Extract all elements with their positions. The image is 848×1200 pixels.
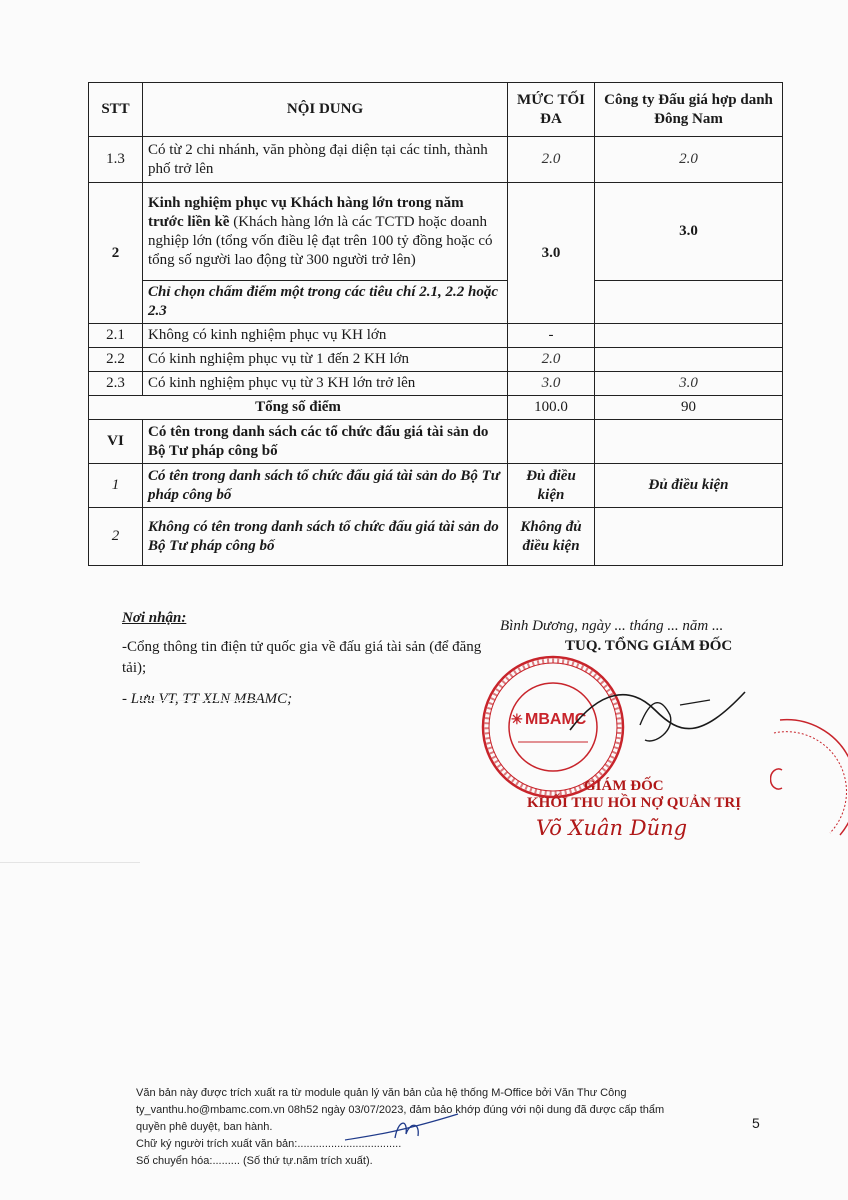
row-content: Không có tên trong danh sách tổ chức đấu giá tài sản do Bộ Tư pháp công bố: [143, 508, 508, 566]
row-company: 2.0: [595, 137, 783, 183]
recipients-block: [122, 608, 502, 720]
svg-text:✳: ✳: [511, 711, 523, 727]
section-company-empty: [595, 420, 783, 464]
table-row: [89, 348, 783, 372]
row-stt: 2.2: [89, 348, 143, 372]
row-company: 3.0: [595, 372, 783, 396]
row-content: Có tên trong danh sách tổ chức đấu giá tài sản do Bộ Tư pháp công bố: [143, 464, 508, 508]
row-company: Đủ điều kiện: [595, 464, 783, 508]
row-content: Có từ 2 chi nhánh, văn phòng đại diện tại các tỉnh, thành phố trở lên: [143, 137, 508, 183]
row-content: Không có kinh nghiệm phục vụ KH lớn: [143, 324, 508, 348]
scoring-table: [88, 82, 783, 566]
footer-line: ty_vanthu.ho@mbamc.com.vn 08h52 ngày 03/07/2023, đảm bảo khớp đúng với nội dung đã được cấp thẩm: [136, 1104, 665, 1116]
faint-rule: [0, 862, 140, 863]
table-row: [89, 508, 783, 566]
header-company: Công ty Đấu giá hợp danh Đông Nam: [595, 83, 783, 137]
row-content-bold: Kinh nghiệm phục vụ Khách hàng lớn trong năm trước liền kề: [148, 194, 464, 230]
row-stt: 2: [89, 183, 143, 324]
footer-line: Văn bản này được trích xuất ra từ module quản lý văn bản của hệ thống M-Office bởi Văn Thư Công: [136, 1087, 627, 1099]
footer-line: Số chuyển hóa:......... (Số thứ tự.năm trích xuất).: [136, 1155, 373, 1167]
row-company: 3.0: [595, 183, 783, 281]
row-max: 3.0: [508, 183, 595, 324]
handwritten-signature-icon: [560, 670, 750, 760]
row-max: -: [508, 324, 595, 348]
row-content: [143, 183, 508, 281]
footer-line: Chữ ký người trích xuất văn bản:..................................: [136, 1138, 402, 1150]
header-stt: STT: [89, 83, 143, 137]
row-stt: 2: [89, 508, 143, 566]
table-row: [89, 464, 783, 508]
table-row: [89, 137, 783, 183]
extractor-signature-icon: [340, 1108, 460, 1148]
row-content: Có kinh nghiệm phục vụ từ 1 đến 2 KH lớn: [143, 348, 508, 372]
page-number: 5: [752, 1115, 760, 1131]
place-date: Bình Dương, ngày ... tháng ... năm ...: [500, 618, 724, 634]
row-max: 3.0: [508, 372, 595, 396]
total-max: 100.0: [508, 396, 595, 420]
section-row: [89, 420, 783, 464]
recipient-line: - Lưu VT, TT XLN MBAMC;: [122, 691, 293, 707]
total-label: Tổng số điểm: [89, 396, 508, 420]
row-stt: 2.1: [89, 324, 143, 348]
header-max: MỨC TỐI ĐA: [508, 83, 595, 137]
row-max: Không đủ điều kiện: [508, 508, 595, 566]
table-row: [89, 324, 783, 348]
signer-role: GIÁM ĐỐC: [584, 778, 664, 794]
stamp-label: MBAMC: [525, 711, 587, 728]
row-stt: 2.3: [89, 372, 143, 396]
row-stt: 1: [89, 464, 143, 508]
footer-line: quyền phê duyệt, ban hành.: [136, 1121, 273, 1133]
table-row: [89, 372, 783, 396]
row-stt: 1.3: [89, 137, 143, 183]
signer-department: KHỐI THU HỒI NỢ QUẢN TRỊ: [527, 795, 742, 811]
section-max-empty: [508, 420, 595, 464]
recipients-heading: Nơi nhận:: [122, 610, 187, 626]
row-max: 2.0: [508, 137, 595, 183]
row-content: Có kinh nghiệm phục vụ từ 3 KH lớn trở lên: [143, 372, 508, 396]
row-max: 2.0: [508, 348, 595, 372]
table-header-row: [89, 83, 783, 137]
edge-stamp-icon: [770, 715, 848, 845]
header-content: NỘI DUNG: [143, 83, 508, 137]
total-row: [89, 396, 783, 420]
section-stt: VI: [89, 420, 143, 464]
signature-title: TUQ. TỔNG GIÁM ĐỐC: [565, 638, 733, 654]
recipient-line: -Cổng thông tin điện tử quốc gia về đấu giá tài sản (để đăng tải);: [122, 639, 482, 676]
row-content-rest: (Khách hàng lớn là các TCTD hoặc doanh nghiệp lớn (tổng vốn điều lệ đạt trên 100 tỷ đồng hoặc có tổng số người lao động từ 300 người trở lên): [148, 213, 493, 268]
row-company-empty: [595, 281, 783, 324]
row-company: [595, 348, 783, 372]
row-company: [595, 508, 783, 566]
section-content: Có tên trong danh sách các tổ chức đấu giá tài sản do Bộ Tư pháp công bố: [143, 420, 508, 464]
signer-name: Võ Xuân Dũng: [536, 816, 688, 840]
faint-rule: [140, 700, 260, 701]
table-row: [89, 183, 783, 281]
row-note: Chỉ chọn chấm điểm một trong các tiêu chí 2.1, 2.2 hoặc 2.3: [143, 281, 508, 324]
row-company: [595, 324, 783, 348]
row-max: Đủ điều kiện: [508, 464, 595, 508]
total-company: 90: [595, 396, 783, 420]
table-row-note: [89, 281, 783, 324]
